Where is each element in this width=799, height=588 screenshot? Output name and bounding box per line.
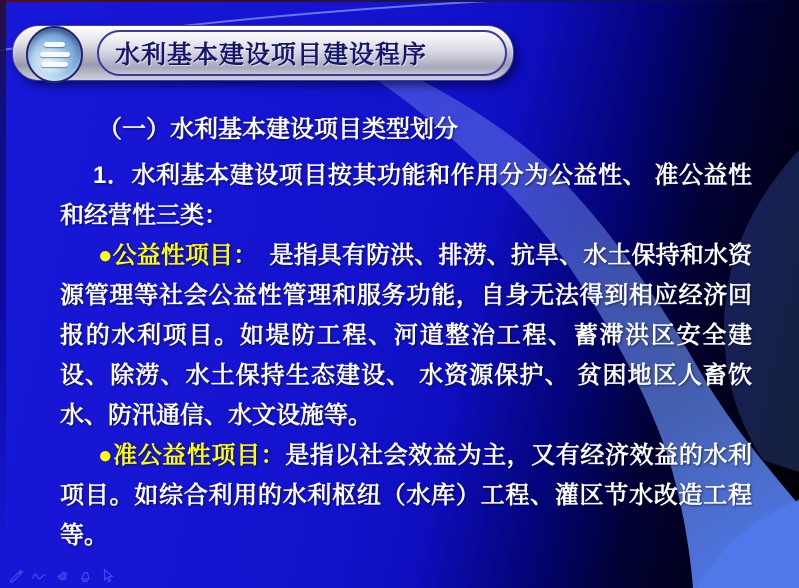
- bullet-text: 是指具有防洪、排涝、抗旱、水土保持和水资源管理等社会公益性管理和服务功能，自身无法得到相应经济回报的水利项目。如堤防工程、河道整治工程、蓄滞洪区安全建设、除涝、水土保持生态建设、 水资源保护、 贫困地区人畜饮水、防汛通信、水文设施等。: [60, 242, 753, 429]
- title-banner-plate: [97, 30, 507, 76]
- scribble-icon[interactable]: [31, 567, 47, 583]
- left-edge-artifact: [0, 0, 6, 560]
- bullet-paragraph-quasi-public: [60, 436, 752, 556]
- bullet-text: 是指以社会效益为主，又有经济效益的水利项目。如综合利用的水利枢纽（水库）工程、灌区节水改造工程等。: [60, 442, 753, 549]
- section-three-icon: [26, 26, 83, 83]
- marker-icon[interactable]: [54, 567, 70, 583]
- bullet-label: 准公益性项目：: [113, 442, 286, 469]
- eraser-icon[interactable]: [77, 567, 93, 583]
- slide-title: 水利基本建设项目建设程序: [115, 41, 428, 69]
- top-edge-artifact: [0, 0, 799, 2]
- slide-body: [60, 110, 752, 556]
- bullet-label: 公益性项目：: [112, 242, 246, 269]
- annotation-toolbar: [8, 567, 116, 583]
- cursor-icon[interactable]: [100, 567, 116, 583]
- title-banner: [12, 25, 514, 81]
- pen-icon[interactable]: [8, 567, 24, 583]
- sphere-bar: [41, 62, 68, 67]
- sphere-bar: [40, 52, 70, 57]
- intro-paragraph: 1．水利基本建设项目按其功能和作用分为公益性、 准公益性和经营性三类：: [60, 162, 752, 229]
- bullet-paragraph-public: [60, 236, 752, 436]
- bullet-marker: ●: [98, 242, 113, 269]
- section-heading: （一）水利基本建设项目类型划分: [98, 116, 458, 143]
- sphere-bar: [44, 42, 65, 47]
- bullet-marker: ●: [98, 442, 114, 469]
